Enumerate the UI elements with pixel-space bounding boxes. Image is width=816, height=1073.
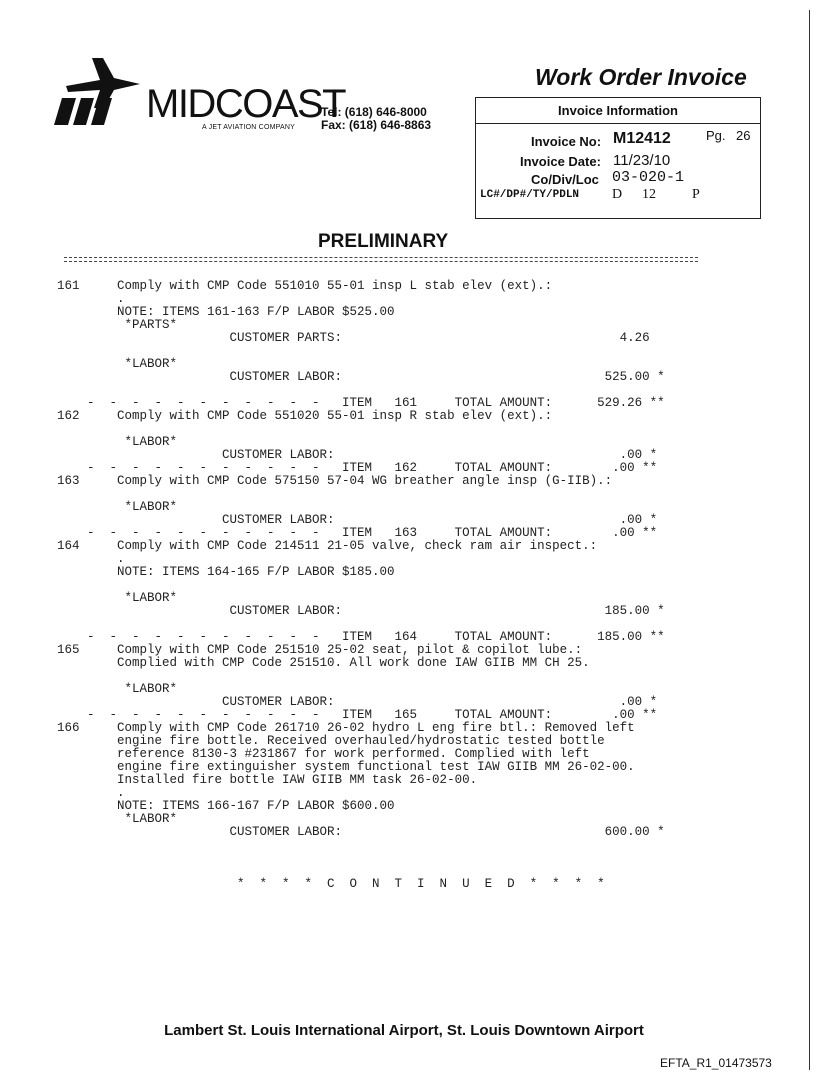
invoice-line: 163 Comply with CMP Code 575150 57-04 WG breather angle insp (G-IIB).: (57, 474, 613, 488)
invoice-line (57, 839, 797, 852)
invoice-line: *LABOR* (57, 682, 178, 696)
invoice-line: 164 Comply with CMP Code 214511 21-05 valve, check ram air inspect.: (57, 539, 598, 553)
invoice-line: *LABOR* (57, 357, 178, 371)
invoice-line: 166 Comply with CMP Code 261710 26-02 hydro L eng fire btl.: Removed left (57, 721, 635, 735)
codivloc-label: Co/Div/Loc (531, 172, 599, 187)
company-tagline: A JET AVIATION COMPANY (202, 124, 295, 131)
midcoast-logo-icon (54, 58, 140, 128)
invoice-info-header: Invoice Information (476, 98, 760, 124)
invoice-date-label: Invoice Date: (520, 154, 601, 169)
separator-line-1 (64, 257, 698, 258)
company-name: MIDCOAST (146, 82, 346, 126)
invoice-line: Installed fire bottle IAW GIIB MM task 26-02-00. (57, 773, 478, 787)
invoice-line: NOTE: ITEMS 166-167 F/P LABOR $600.00 (57, 799, 395, 813)
invoice-line: NOTE: ITEMS 164-165 F/P LABOR $185.00 (57, 565, 395, 579)
footer-locations: Lambert St. Louis International Airport, St. Louis Downtown Airport (164, 1022, 644, 1039)
invoice-line: engine fire extinguisher system functional test IAW GIIB MM 26-02-00. (57, 760, 635, 774)
invoice-line: 162 Comply with CMP Code 551020 55-01 insp R stab elev (ext).: (57, 409, 553, 423)
invoice-no-label: Invoice No: (531, 134, 602, 149)
invoice-line: *LABOR* (57, 500, 178, 514)
invoice-line: CUSTOMER LABOR: 185.00 * (57, 604, 665, 618)
invoice-line: *LABOR* (57, 591, 178, 605)
invoice-line: - - - - - - - - - - - ITEM 161 TOTAL AMOUNT: 529.26 ** (57, 396, 665, 410)
lc-d: D (612, 187, 623, 202)
page-label: Pg. (706, 128, 726, 143)
page-number: 26 (736, 128, 751, 143)
preliminary-heading: PRELIMINARY (318, 231, 449, 252)
separator-line-2 (64, 261, 698, 262)
invoice-line: 165 Comply with CMP Code 251510 25-02 seat, pilot & copilot lube.: (57, 643, 583, 657)
invoice-line: 161 Comply with CMP Code 551010 55-01 insp L stab elev (ext).: (57, 279, 553, 293)
invoice-date: 11/23/10 (613, 152, 671, 169)
invoice-line-items (57, 280, 797, 891)
invoice-line: CUSTOMER LABOR: .00 * (57, 513, 658, 527)
invoice-line: Complied with CMP Code 251510. All work done IAW GIIB MM CH 25. (57, 656, 590, 670)
invoice-line: *PARTS* (57, 318, 178, 332)
invoice-line: CUSTOMER LABOR: .00 * (57, 695, 658, 709)
invoice-line: . (57, 552, 125, 566)
document-title: Work Order Invoice (535, 64, 747, 90)
invoice-line: CUSTOMER LABOR: 600.00 * (57, 825, 665, 839)
invoice-line: *LABOR* (57, 812, 178, 826)
invoice-line: - - - - - - - - - - - ITEM 162 TOTAL AMOUNT: .00 ** (57, 461, 658, 475)
invoice-line: *LABOR* (57, 435, 178, 449)
invoice-line: engine fire bottle. Received overhauled/hydrostatic tested bottle (57, 734, 605, 748)
invoice-line: . (57, 292, 125, 306)
invoice-line: * * * * C O N T I N U E D * * * * (57, 877, 605, 891)
invoice-line: CUSTOMER LABOR: 525.00 * (57, 370, 665, 384)
invoice-line: - - - - - - - - - - - ITEM 165 TOTAL AMOUNT: .00 ** (57, 708, 658, 722)
lc-p: P (692, 187, 700, 202)
company-tel: Tel: (618) 646-8000 (321, 105, 427, 119)
invoice-no: M12412 (613, 130, 671, 147)
company-fax: Fax: (618) 646-8863 (321, 118, 432, 132)
codivloc-value: 03-020-1 (612, 169, 685, 186)
invoice-line: NOTE: ITEMS 161-163 F/P LABOR $525.00 (57, 305, 395, 319)
invoice-line: reference 8130-3 #231867 for work performed. Complied with left (57, 747, 590, 761)
document-id: EFTA_R1_01473573 (660, 1056, 772, 1070)
lc-num: 12 (642, 187, 656, 202)
invoice-line: CUSTOMER LABOR: .00 * (57, 448, 658, 462)
lc-label: LC#/DP#/TY/PDLN (480, 189, 580, 201)
invoice-line: - - - - - - - - - - - ITEM 163 TOTAL AMOUNT: .00 ** (57, 526, 658, 540)
scan-edge-line (809, 10, 810, 1070)
invoice-line: . (57, 786, 125, 800)
invoice-line: CUSTOMER PARTS: 4.26 (57, 331, 650, 345)
invoice-line: - - - - - - - - - - - ITEM 164 TOTAL AMOUNT: 185.00 ** (57, 630, 665, 644)
invoice-line (57, 852, 797, 865)
